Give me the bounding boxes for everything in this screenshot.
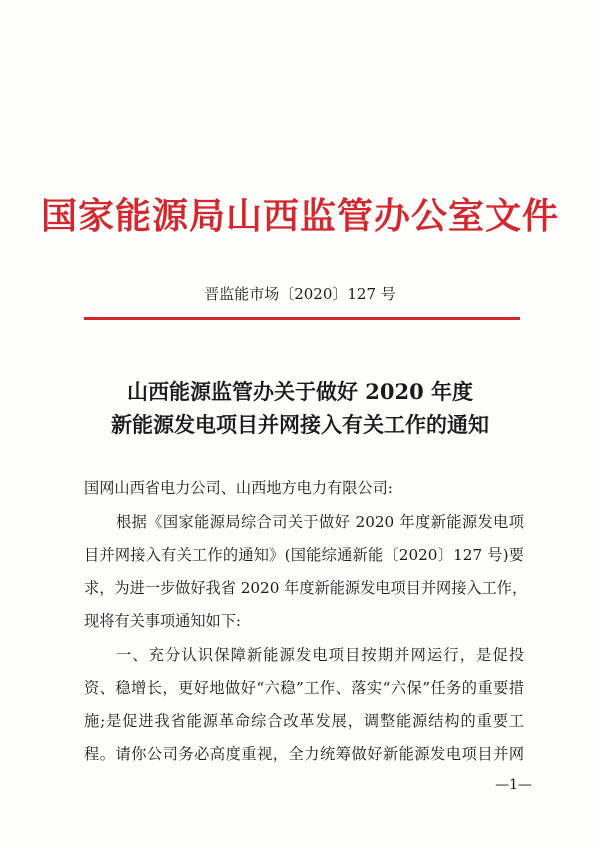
- recipient-line: 国网山西省电力公司、山西地方电力有限公司:: [84, 479, 393, 497]
- issuer-header: 国家能源局山西监管办公室文件: [40, 195, 559, 237]
- paragraph-line: 根据《国家能源局综合司关于做好 2020 年度新能源发电项: [116, 513, 524, 531]
- paragraph-line: 现将有关事项通知如下:: [84, 612, 241, 630]
- paragraph-line: 一、充分认识保障新能源发电项目按期并网运行，是促投: [116, 646, 524, 664]
- paragraph-line: 程。请你公司务必高度重视，全力统筹做好新能源发电项目并网: [84, 745, 524, 763]
- document-number: 晋监能市场〔2020〕127 号: [204, 285, 396, 303]
- paragraph-line: 目并网接入有关工作的通知》(国能综通新能〔2020〕127 号)要: [84, 546, 524, 564]
- paragraph-line: 求，为进一步做好我省 2020 年度新能源发电项目并网接入工作，: [84, 579, 528, 597]
- paragraph-line: 施;是促进我省能源革命综合改革发展，调整能源结构的重要工: [84, 712, 524, 730]
- notice-title-line-2: 新能源发电项目并网接入有关工作的通知: [111, 412, 489, 437]
- page-number: —1—: [495, 777, 532, 793]
- notice-title-line-1: 山西能源监管办关于做好 2020 年度: [126, 379, 474, 404]
- paragraph-line: 资、稳增长，更好地做好“六稳”工作、落实“六保”任务的重要措: [84, 679, 524, 697]
- red-divider-line: [84, 317, 520, 320]
